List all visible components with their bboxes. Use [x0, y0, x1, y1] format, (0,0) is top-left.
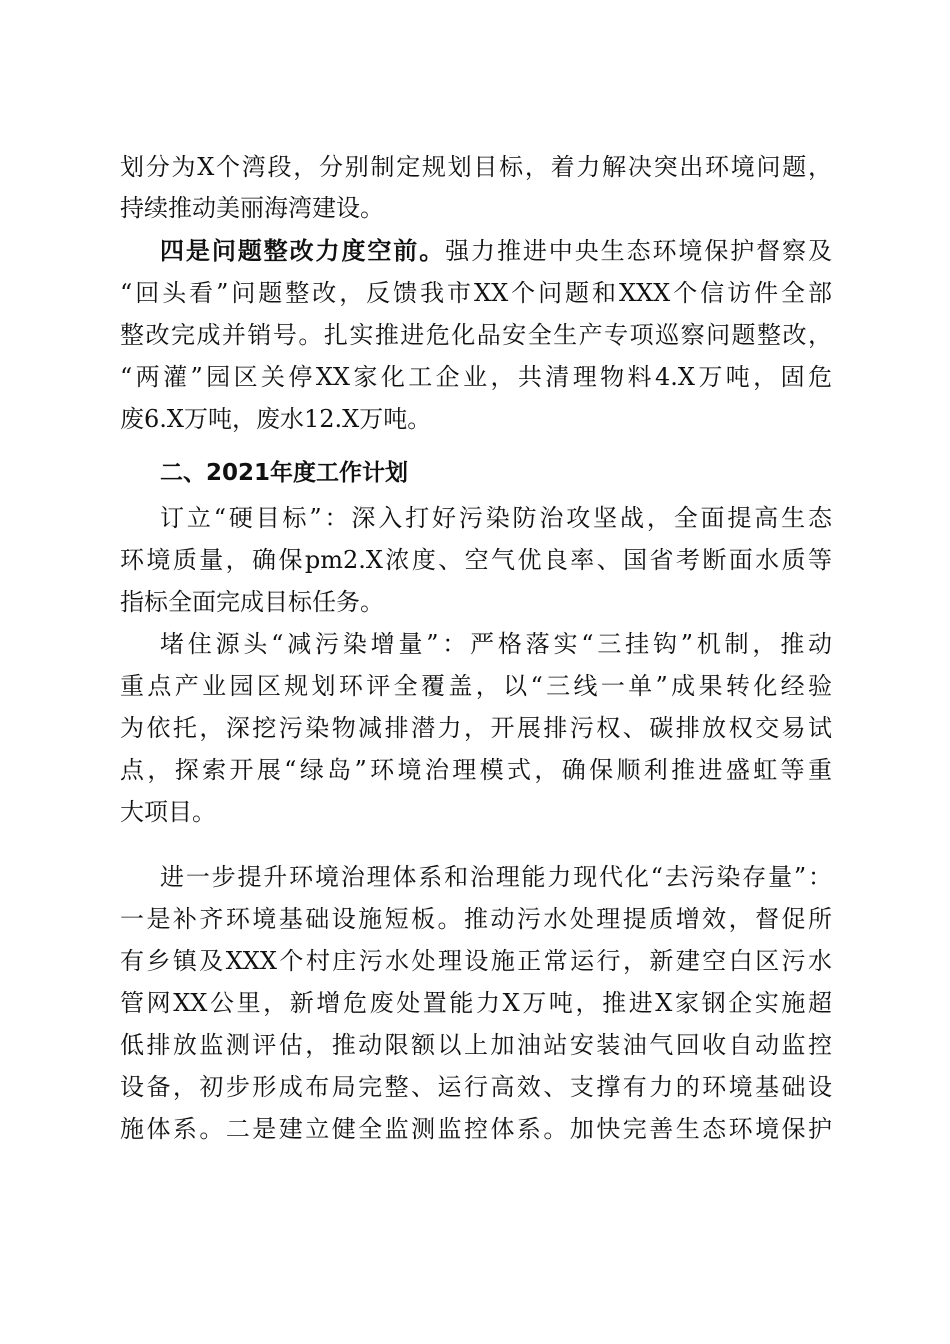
paragraph-line: 持续推动美丽海湾建设。 [120, 194, 384, 222]
paragraph-line: “两灌”园区关停XX家化工企业，共清理物料4.X万吨，固危 [120, 363, 832, 391]
paragraph-line: 整改完成并销号。扎实推进危化品安全生产专项巡察问题整改， [120, 321, 832, 349]
paragraph-line: 大项目。 [120, 798, 216, 826]
section-heading: 二、2021年度工作计划 [160, 460, 409, 486]
paragraph-line: 进一步提升环境治理体系和治理能力现代化“去污染存量”： [160, 863, 832, 891]
paragraph-line [160, 231, 832, 271]
paragraph-line: 订立“硬目标”：深入打好污染防治攻坚战，全面提高生态 [160, 504, 832, 532]
paragraph-line: 管网XX公里，新增危废处置能力X万吨，推进X家钢企实施超 [120, 989, 832, 1017]
paragraph-line: 为依托，深挖污染物减排潜力，开展排污权、碳排放权交易试 [120, 714, 832, 742]
paragraph-line: 设备，初步形成布局完整、运行高效、支撑有力的环境基础设 [120, 1073, 832, 1101]
paragraph-text: 强力推进中央生态环境保护督察及 [445, 237, 833, 265]
paragraph-line: 堵住源头“减污染增量”：严格落实“三挂钩”机制，推动 [160, 630, 832, 658]
paragraph-line: 有乡镇及XXX个村庄污水处理设施正常运行，新建空白区污水 [120, 947, 832, 975]
paragraph-line: 指标全面完成目标任务。 [120, 588, 384, 616]
paragraph-line: 环境质量，确保pm2.X浓度、空气优良率、国省考断面水质等 [120, 546, 832, 574]
paragraph-line: 一是补齐环境基础设施短板。推动污水处理提质增效，督促所 [120, 905, 832, 933]
paragraph-line: “回头看”问题整改，反馈我市XX个问题和XXX个信访件全部 [120, 279, 832, 307]
paragraph-line: 低排放监测评估，推动限额以上加油站安装油气回收自动监控 [120, 1031, 832, 1059]
paragraph-line: 点，探索开展“绿岛”环境治理模式，确保顺利推进盛虹等重 [120, 756, 832, 784]
paragraph-lead: 四是问题整改力度空前。 [160, 236, 446, 265]
paragraph-line: 施体系。二是建立健全监测监控体系。加快完善生态环境保护 [120, 1115, 832, 1143]
paragraph-line: 废6.X万吨，废水12.X万吨。 [120, 405, 432, 433]
paragraph-line: 划分为X个湾段，分别制定规划目标，着力解决突出环境问题， [120, 153, 832, 181]
paragraph-line: 重点产业园区规划环评全覆盖，以“三线一单”成果转化经验 [120, 672, 832, 700]
